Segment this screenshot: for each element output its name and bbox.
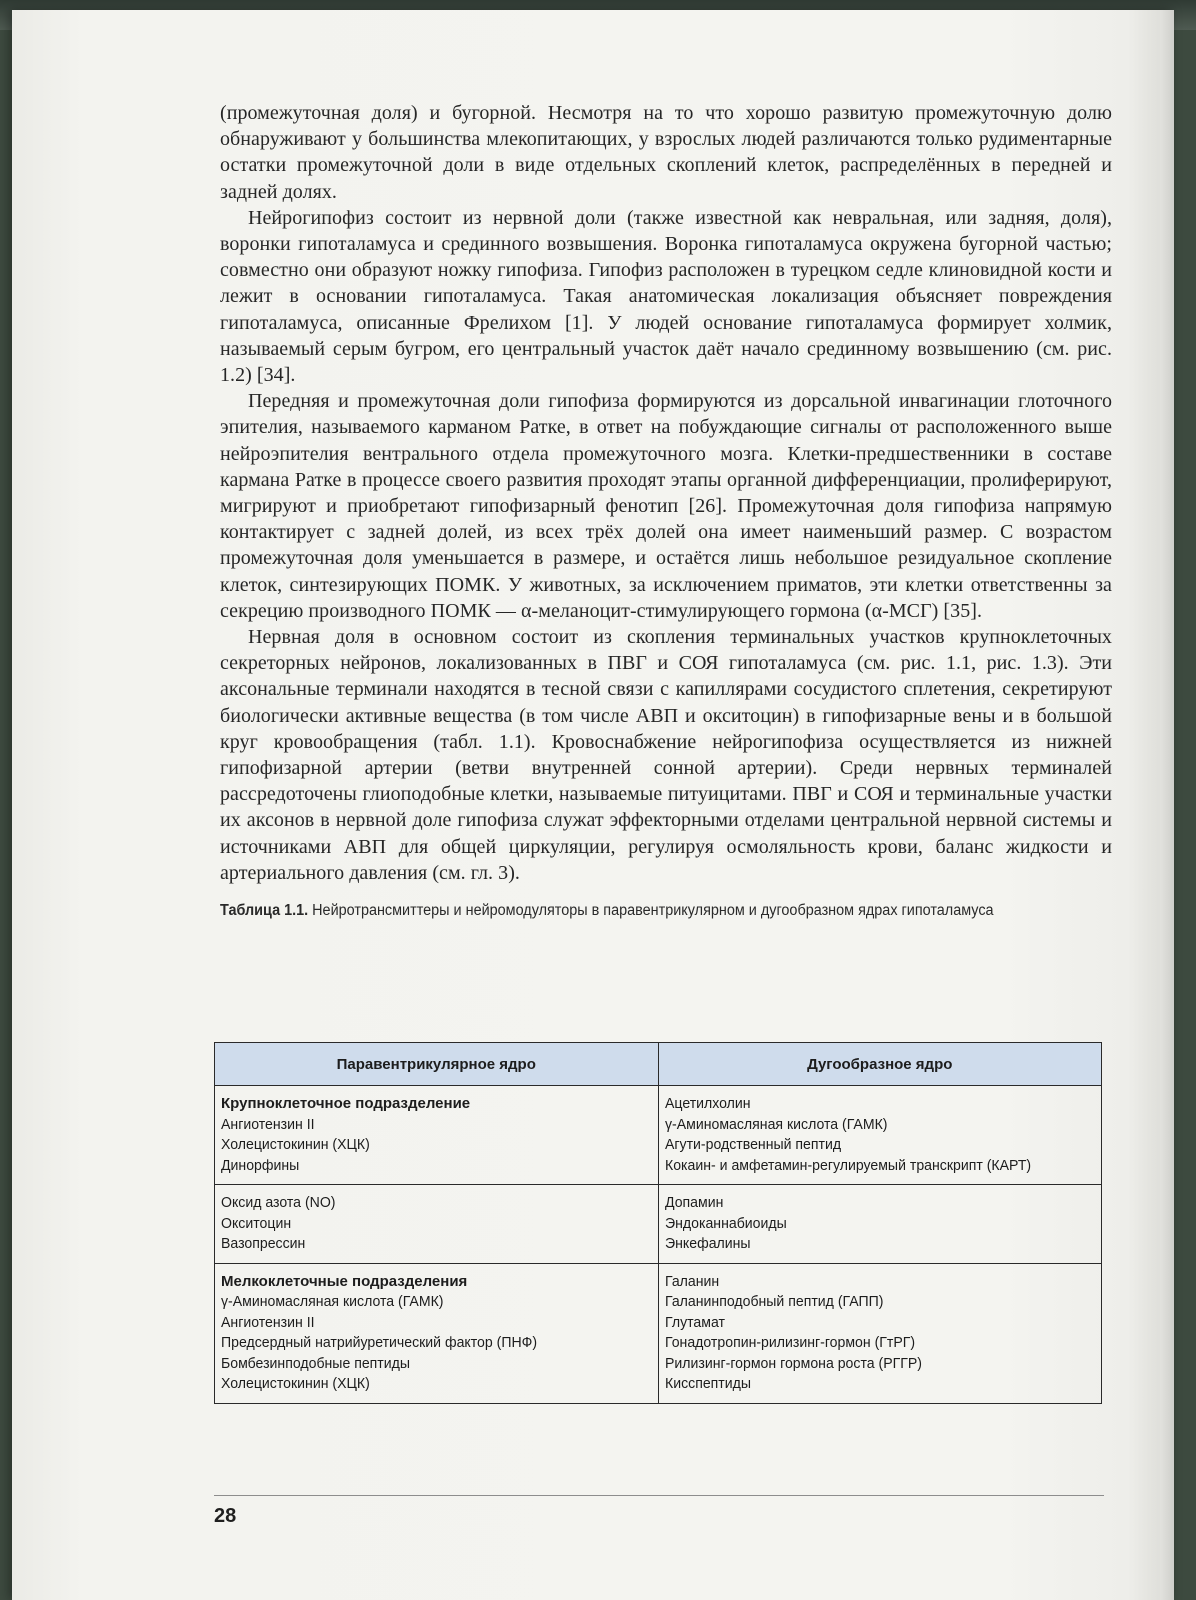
table-header-row: [215, 1043, 1102, 1086]
subdivision-title: Мелкоклеточные подразделения: [221, 1272, 468, 1290]
header-arcuate: Дугообразное ядро: [658, 1043, 1102, 1086]
table-body: [215, 1086, 1102, 1404]
substance-item: Рилизинг-гормон гормона роста (РГГР): [664, 1354, 922, 1372]
body-text: [220, 100, 1112, 921]
table-row: [215, 1185, 1102, 1264]
cell-paraventricular: [215, 1185, 659, 1264]
footer-rule: [214, 1495, 1104, 1496]
table-row: [215, 1263, 1102, 1403]
substance-item: Глутамат: [664, 1313, 725, 1331]
substance-item: Галанинподобный пептид (ГАПП): [664, 1293, 883, 1310]
table-caption-label: Таблица 1.1.: [220, 902, 309, 920]
substance-item: Холецистокинин (ХЦК): [221, 1136, 370, 1153]
table-row: [215, 1086, 1102, 1185]
substance-item: Бомбезинподобные пептиды: [221, 1354, 411, 1372]
paragraph-4: Нервная доля в основном состоит из скопления терминальных участков крупноклеточных секреторных нейронов, локализованных в ПВГ и СОЯ гипоталамуса (см. рис. 1.1, рис. 1.3). Эти аксональные терминали находятся в тесной связи с капиллярами сосудистого сплетения, секретируют биологически активные вещества (в том числе АВП и окситоцин) в гипофизарные вены и в большой круг кровообращения (табл. 1.1). Кровоснабжение нейрогипофиза осуществляется из нижней гипофизарной артерии (ветви внутренней сонной артерии). Среди нервных терминалей рассредоточены глиоподобные клетки, называемые питуицитами. ПВГ и СОЯ и терминальные участки их аксонов в нервной доле гипофиза служат эффекторными отделами центральной нервной системы и источниками АВП для общей циркуляции, регулируя осмоляльность крови, баланс жидкости и артериального давления (см. гл. 3).: [220, 626, 1112, 884]
substance-item: Холецистокинин (ХЦК): [221, 1375, 370, 1392]
substance-item: γ-Аминомасляная кислота (ГАМК): [221, 1293, 444, 1310]
header-paraventricular: Паравентрикулярное ядро: [215, 1043, 659, 1086]
substance-item: Допамин: [664, 1194, 723, 1211]
substance-item: Гонадотропин-рилизинг-гормон (ГтРГ): [664, 1334, 915, 1351]
substance-item: Ангиотензин II: [221, 1115, 315, 1133]
substance-item: Агути-родственный пептид: [664, 1136, 841, 1153]
neurotransmitter-table: [214, 1042, 1102, 1404]
paragraph-3: Передняя и промежуточная доли гипофиза формируются из дорсальной инвагинации глоточного эпителия, называемого карманом Ратке, в ответ на побуждающие сигналы от расположенного выше нейроэпителия вентрального отдела промежуточного мозга. Клетки-предшественники в составе кармана Ратке в процессе своего развития проходят этапы органной дифференциации, пролиферируют, мигрируют и приобретают гипофизарный фенотип [26]. Промежуточная доля гипофиза напрямую контактирует с задней долей, из всех трёх долей она имеет наименьший размер. С возрастом промежуточная доля уменьшается в размере, и остаётся лишь небольшое резидуальное скопление клеток, синтезирующих ПОМК. У животных, за исключением приматов, эти клетки ответственны за секрецию производного ПОМК — α-меланоцит-стимулирующего гормона (α-МСГ) [35].: [220, 390, 1112, 622]
substance-item: Кисспептиды: [664, 1375, 751, 1392]
substance-item: Эндоканнабиоиды: [664, 1214, 787, 1232]
subdivision-title: Крупноклеточное подразделение: [221, 1095, 471, 1112]
substance-item: γ-Аминомасляная кислота (ГАМК): [664, 1115, 888, 1133]
cell-arcuate: [658, 1185, 1102, 1264]
substance-item: Энкефалины: [664, 1235, 751, 1252]
substance-item: Галанин: [664, 1272, 719, 1290]
page-edge: [1160, 10, 1174, 1600]
cell-arcuate: [658, 1263, 1102, 1403]
substance-item: Кокаин- и амфетамин-регулируемый транскрипт (КАРТ): [664, 1156, 1031, 1174]
substance-item: Ацетилхолин: [664, 1095, 751, 1112]
substance-item: Окситоцин: [221, 1214, 292, 1232]
substance-item: Динорфины: [221, 1156, 300, 1174]
cell-arcuate: [658, 1086, 1102, 1185]
substance-item: Предсердный натрийуретический фактор (ПНФ): [221, 1334, 538, 1351]
substance-item: Вазопрессин: [221, 1235, 306, 1252]
cell-paraventricular: [215, 1086, 659, 1185]
substance-item: Оксид азота (NO): [221, 1194, 336, 1211]
table-caption: [220, 900, 1104, 921]
page-number: 28: [214, 1505, 237, 1527]
paragraph-2: Нейрогипофиз состоит из нервной доли (также известной как невральная, или задняя, доля), воронки гипоталамуса и срединного возвышения. Воронка гипоталамуса окружена бугорной частью; совместно они образуют ножку гипофиза. Гипофиз расположен в турецком седле клиновидной кости и лежит в основании гипоталамуса. Такая анатомическая локализация объясняет повреждения гипоталамуса, описанные Фрелихом [1]. У людей основание гипоталамуса формирует холмик, называемый серым бугром, его центральный участок даёт начало срединному возвышению (см. рис. 1.2) [34].: [220, 206, 1112, 387]
table-caption-text: Нейротрансмиттеры и нейромодуляторы в паравентрикулярном и дугообразном ядрах гипоталамуса: [312, 902, 994, 920]
cell-paraventricular: [215, 1263, 659, 1403]
substance-item: Ангиотензин II: [221, 1313, 315, 1331]
paragraph-1: (промежуточная доля) и бугорной. Несмотря на то что хорошо развитую промежуточную долю обнаруживают у большинства млекопитающих, у взрослых людей различаются только рудиментарные остатки промежуточной доли в виде отдельных скоплений клеток, распределённых в передней и задней долях.: [220, 102, 1112, 203]
